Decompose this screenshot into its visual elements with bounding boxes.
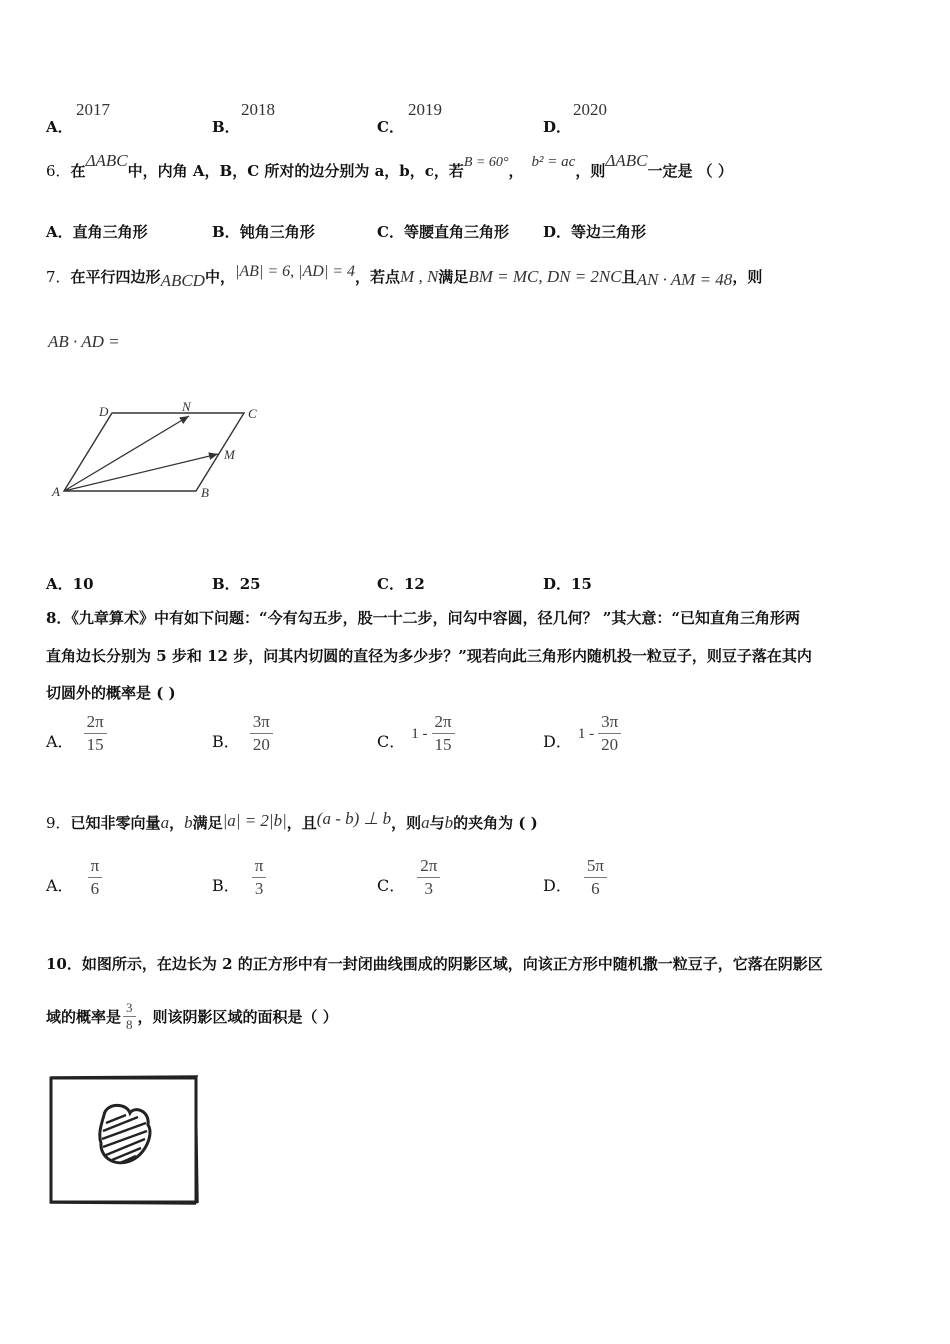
q9-text-5: 与	[429, 814, 445, 832]
q7-option-b	[212, 573, 261, 594]
label-a: A	[52, 484, 60, 499]
q8-option-a-denominator: 15	[86, 735, 104, 754]
q7-text-5: 且	[621, 268, 637, 286]
q9-text-1: 已知非零向量	[70, 814, 161, 832]
q5-option-b-label: B．	[212, 118, 240, 136]
q7-option-c-text: 12	[403, 575, 425, 593]
q7-parallelogram-figure	[44, 396, 274, 506]
q8-option-b-fraction	[250, 712, 273, 756]
q7-option-d	[543, 573, 592, 594]
q10-text-2: ，则该阴影区域的面积是（ ）	[137, 1007, 338, 1026]
q7-option-a-label: A．	[46, 575, 73, 593]
q8-option-b-denominator: 20	[252, 735, 270, 754]
q9-option-d-denominator: 6	[591, 879, 600, 898]
q5-option-a-label: A．	[46, 118, 73, 136]
q9-vector-b-2: b	[444, 813, 454, 832]
q9-vector-a-2: a	[421, 813, 430, 832]
q10-fraction-numerator: 3	[123, 1000, 136, 1017]
q8-line-2: 直角边长分别为 5 步和 12 步，问其内切圆的直径为多少步？”现若向此三角形内随机投一粒豆子，则豆子落在其内	[46, 647, 812, 665]
q9-option-c-numerator: 2π	[417, 856, 440, 878]
q9-vector-a: a	[160, 813, 170, 832]
vector-an	[64, 416, 189, 491]
q8-option-d-denominator: 20	[601, 735, 619, 754]
q7-text-1: 在平行四边形	[70, 268, 161, 286]
q5-option-a-value: 2017	[76, 100, 110, 119]
q10-text-1: 域的概率是	[46, 1007, 122, 1026]
q7-shape: ABCD	[160, 271, 205, 290]
q7-stem	[46, 263, 763, 290]
q10-line-2	[46, 1000, 338, 1032]
q6-text-2: 中，内角 A，B，C 所对的边分别为 a，b，c，若	[127, 162, 464, 180]
q5-option-c-label: C．	[377, 118, 404, 136]
q7-option-c-label: C．	[377, 575, 404, 593]
q9-option-a-fraction	[88, 856, 103, 900]
q6-option-a-label: A．	[46, 223, 73, 241]
q7-cond-ratios: BM = MC, DN = 2NC	[468, 267, 622, 286]
q6-option-a	[46, 221, 148, 242]
q9-option-d-numerator: 5π	[584, 856, 607, 878]
q9-option-b-denominator: 3	[254, 879, 264, 898]
q8-option-b-label: B．	[212, 731, 240, 751]
q7-option-a-text: 10	[72, 575, 94, 593]
q6-option-b	[212, 221, 315, 242]
q8-option-d-label: D．	[543, 731, 572, 751]
q6-cond-angle: B = 60°	[463, 155, 509, 170]
q8-option-d-prefix: 1 -	[577, 725, 595, 742]
q9-cond-perpendicular: (a - b) ⊥ b	[316, 809, 392, 828]
q5-option-d-label: D．	[543, 118, 572, 136]
q9-option-a-label: A．	[46, 875, 74, 895]
label-b: B	[201, 485, 209, 500]
q9-option-a-numerator: π	[88, 856, 103, 878]
q9-option-b-fraction	[252, 856, 267, 900]
vector-am	[64, 454, 218, 491]
q9-stem	[46, 809, 538, 833]
q7-option-a	[46, 573, 94, 594]
q8-option-c-numerator: 2π	[432, 712, 455, 734]
q6-option-d	[543, 221, 646, 242]
label-n: N	[182, 399, 191, 414]
q9-option-c-label: C．	[377, 875, 406, 895]
q8-option-c-denominator: 15	[434, 735, 452, 754]
q8-option-d	[543, 712, 621, 756]
q9-option-c	[377, 856, 440, 900]
q6-option-a-text: 直角三角形	[72, 223, 148, 241]
q9-option-d	[543, 856, 607, 900]
q9-text-2: 满足	[192, 814, 223, 832]
q8-option-d-numerator: 3π	[598, 712, 621, 734]
q6-cond-sides: b² = ac	[531, 154, 576, 170]
q9-vector-b: b	[184, 813, 193, 832]
q8-option-c-fraction	[432, 712, 455, 756]
q6-text-3: ，则	[575, 162, 606, 180]
q8-option-c	[377, 712, 455, 756]
q9-option-a	[46, 856, 102, 900]
q6-option-b-text: 钝角三角形	[239, 223, 315, 241]
q8-option-a	[46, 712, 107, 756]
q9-option-b-label: B．	[212, 875, 240, 895]
q8-option-a-fraction	[84, 712, 107, 756]
q9-option-b-numerator: π	[252, 856, 267, 878]
q6-text-4: 一定是 （ ）	[647, 162, 733, 180]
q9-number: 9．	[46, 814, 71, 832]
q7-ask: AB · AD =	[48, 332, 120, 351]
q6-option-d-text: 等边三角形	[571, 223, 647, 241]
label-c: C	[248, 406, 257, 421]
q9-option-c-denominator: 3	[424, 879, 434, 898]
q9-text-3: ，且	[286, 814, 317, 832]
q8-line-3: 切圆外的概率是 ( )	[46, 684, 176, 702]
q7-option-d-label: D．	[543, 575, 572, 593]
q5-option-d-value: 2020	[573, 100, 607, 119]
q10-square-figure	[46, 1073, 202, 1207]
q8-option-b	[212, 712, 273, 756]
q5-option-c-value: 2019	[408, 100, 442, 119]
parallelogram-abcd	[64, 413, 244, 491]
q8-option-c-prefix: 1 -	[411, 725, 428, 742]
q10-fraction-denominator: 8	[126, 1017, 133, 1032]
q9-option-a-denominator: 6	[90, 879, 100, 898]
q6-option-c-text: 等腰直角三角形	[403, 223, 509, 241]
q9-comma: ，	[169, 814, 185, 832]
q6-option-d-label: D．	[543, 223, 572, 241]
q9-option-c-fraction	[417, 856, 440, 900]
q9-option-d-label: D．	[543, 875, 572, 895]
q7-option-b-text: 25	[239, 575, 261, 593]
q8-option-b-numerator: 3π	[250, 712, 273, 734]
q7-text-3: ，若点	[355, 268, 401, 286]
q7-option-b-label: B．	[212, 575, 240, 593]
q10-line-1: 10．如图所示，在边长为 2 的正方形中有一封闭曲线围成的阴影区域，向该正方形中随机撒一粒豆子，它落在阴影区	[46, 955, 823, 973]
q5-option-b-value: 2018	[241, 100, 275, 119]
q6-option-c	[377, 221, 509, 242]
q9-text-4: ，则	[391, 814, 422, 832]
q8-option-d-fraction	[598, 712, 621, 756]
label-d: D	[99, 404, 109, 419]
q6-triangle-2: ΔABC	[605, 151, 648, 170]
q7-number: 7．	[46, 268, 71, 286]
q9-option-d-fraction	[584, 856, 607, 900]
q10-probability-fraction	[123, 1000, 136, 1032]
q7-text-4: 满足	[438, 268, 469, 286]
q6-stem	[46, 151, 733, 181]
q9-option-b	[212, 856, 266, 900]
q6-text-1: 在	[70, 162, 86, 180]
q7-option-d-text: 15	[571, 575, 592, 593]
q9-text-6: 的夹角为 ( )	[453, 814, 538, 832]
q6-option-c-label: C．	[377, 223, 404, 241]
q7-points: M , N	[400, 267, 439, 286]
q7-option-c	[377, 573, 425, 594]
q7-text-2: 中，	[204, 268, 235, 286]
label-m: M	[224, 447, 235, 462]
q9-cond-magnitude: |a| = 2|b|	[222, 811, 287, 830]
q6-sep: ，	[508, 162, 524, 180]
q7-cond-lengths: |AB| = 6, |AD| = 4	[234, 263, 356, 280]
q7-cond-dot: AN · AM = 48	[636, 270, 733, 289]
q8-option-a-numerator: 2π	[84, 712, 107, 734]
q6-number: 6．	[46, 162, 71, 180]
q7-text-6: ，则	[732, 268, 763, 286]
q8-option-a-label: A．	[46, 731, 74, 751]
q6-triangle: ΔABC	[85, 151, 128, 170]
q8-line-1: 8．《九章算术》中有如下问题：“今有勾五步，股一十二步，问勾中容圆，径几何？ ”其大意：“已知直角三角形两	[46, 609, 801, 627]
q6-option-b-label: B．	[212, 223, 240, 241]
q8-option-c-label: C．	[377, 731, 406, 751]
